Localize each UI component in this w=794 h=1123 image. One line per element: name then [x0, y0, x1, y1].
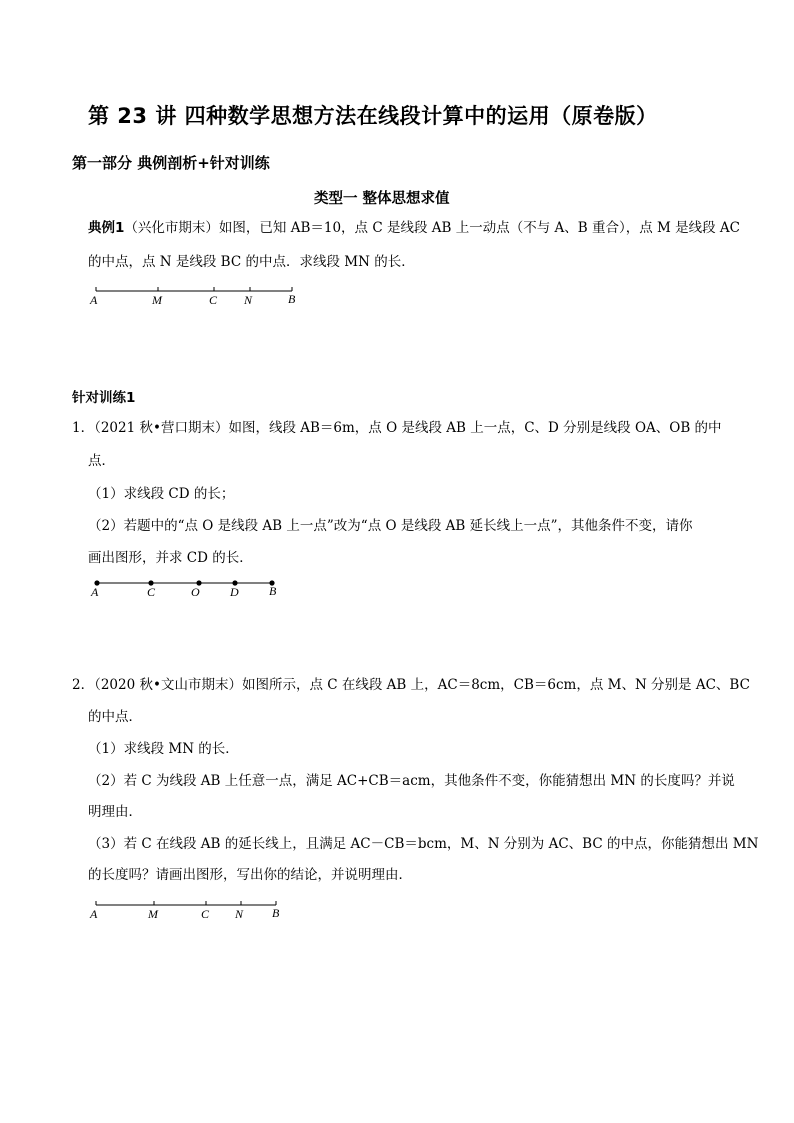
q1-line1: 1．（2021 秋•营口期末）如图，线段 AB＝6m，点 O 是线段 AB 上一点，C、D 分别是线段 OA、OB 的中 [72, 420, 722, 436]
point-label-a: A [91, 585, 99, 599]
q2-part2-line2: 明理由． [88, 804, 142, 820]
q2-part1: （1）求线段 MN 的长． [88, 741, 239, 757]
type-heading: 类型一 整体思想求值 [314, 191, 450, 207]
q2-part2-line1: （2）若 C 为线段 AB 上任意一点，满足 AC+CB＝acm，其他条件不变，你能猜想出 MN 的长度吗？并说 [88, 773, 735, 789]
example1-line1 [88, 219, 740, 237]
q1-part1: （1）求线段 CD 的长； [88, 486, 235, 502]
point-label-m: M [148, 907, 158, 921]
q1-line2: 点． [88, 453, 115, 469]
point-label-a: A [90, 907, 98, 921]
q1-part2-line1: （2）若题中的“点 O 是线段 AB 上一点”改为“点 O 是线段 AB 延长线上一点”，其他条件不变，请你 [88, 518, 693, 534]
point-label-a: A [90, 293, 98, 307]
point-label-d: D [230, 585, 239, 599]
page-title: 第 23 讲 四种数学思想方法在线段计算中的运用（原卷版） [88, 104, 658, 128]
q2-part3-line1: （3）若 C 在线段 AB 的延长线上，且满足 AC－CB＝bcm，M、N 分别为 AC、BC 的中点，你能猜想出 MN [88, 836, 759, 852]
point-label-c: C [209, 293, 218, 307]
point-label-n: N [235, 907, 244, 921]
q1-part2-line2: 画出图形，并求 CD 的长． [88, 550, 253, 566]
q2-line2: 的中点． [88, 709, 142, 725]
q2-part3-line2: 的长度吗？请画出图形，写出你的结论，并说明理由． [88, 867, 412, 883]
point-label-n: N [244, 293, 253, 307]
part-heading: 第一部分 典例剖析+针对训练 [72, 154, 270, 172]
training-heading: 针对训练1 [72, 390, 136, 406]
q2-segment-figure [90, 900, 290, 922]
q2-line1: 2．（2020 秋•文山市期末）如图所示，点 C 在线段 AB 上，AC＝8cm，CB＝6cm，点 M、N 分别是 AC、BC [72, 677, 750, 693]
example1-line2: 的中点，点 N 是线段 BC 的中点．求线段 MN 的长． [88, 254, 415, 270]
example1-text: （兴化市期末）如图，已知 AB＝10，点 C 是线段 AB 上一动点（不与 A、B 重合），点 M 是线段 AC [124, 220, 740, 236]
point-label-b: B [272, 906, 280, 920]
q1-segment-figure [90, 578, 290, 600]
point-label-b: B [288, 292, 296, 306]
point-label-o: O [191, 585, 200, 599]
point-label-m: M [152, 293, 162, 307]
example1-segment-figure [90, 286, 305, 308]
point-label-b: B [269, 584, 277, 598]
point-label-c: C [201, 907, 210, 921]
example1-label: 典例1 [88, 220, 125, 236]
point-label-c: C [147, 585, 156, 599]
